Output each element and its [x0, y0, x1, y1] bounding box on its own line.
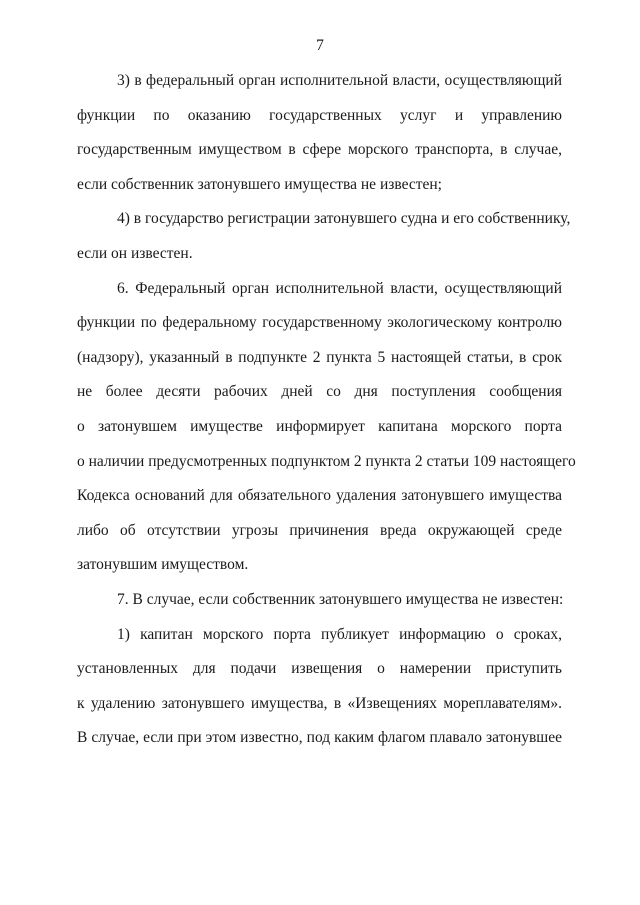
text-line: Кодекса оснований для обязательного удаления затонувшего имущества [77, 487, 562, 505]
paragraph-item-4 [77, 202, 571, 271]
text-line: если он известен. [77, 244, 193, 262]
text-line: функции по федеральному государственному экологическому контролю [77, 314, 562, 332]
text-line: (надзору), указанный в подпункте 2 пункта 5 настоящей статьи, в срок [77, 348, 562, 366]
text-line: затонувшим имуществом. [77, 556, 249, 574]
text-line: 3) в федеральный орган исполнительной власти, осуществляющий [117, 72, 562, 89]
text-line: 1) капитан морского порта публикует информацию о сроках, [117, 625, 562, 643]
text-line: если собственник затонувшего имущества не известен; [77, 175, 442, 193]
text-line: 7. В случае, если собственник затонувшего имущества не известен: [117, 590, 564, 608]
text-line: функции по оказанию государственных услуг и управлению [77, 106, 562, 124]
paragraph-clause-7 [77, 583, 562, 618]
text-line: о затонувшем имуществе информирует капитана морского порта [77, 417, 562, 435]
text-line: 6. Федеральный орган исполнительной власти, осуществляющий [117, 279, 562, 297]
text-line: к удалению затонувшего имущества, в «Извещениях мореплавателям». [77, 694, 562, 712]
document-body [77, 64, 576, 756]
text-line: установленных для подачи извещения о намерении приступить [77, 660, 562, 678]
text-line: 4) в государство регистрации затонувшего судна и его собственнику, [117, 210, 571, 228]
paragraph-clause-7-item-1 [77, 618, 562, 756]
text-line: В случае, если при этом известно, под каким флагом плавало затонувшее [77, 729, 562, 747]
text-line: не более десяти рабочих дней со дня поступления сообщения [77, 383, 562, 401]
text-line: либо об отсутствии угрозы причинения вреда окружающей среде [77, 521, 562, 539]
paragraph-item-3 [77, 64, 562, 202]
text-line: государственным имуществом в сфере морского транспорта, в случае, [77, 141, 562, 159]
paragraph-clause-6 [77, 272, 576, 583]
page-number: 7 [316, 37, 324, 54]
text-line: о наличии предусмотренных подпунктом 2 пункта 2 статьи 109 настоящего [77, 452, 576, 470]
